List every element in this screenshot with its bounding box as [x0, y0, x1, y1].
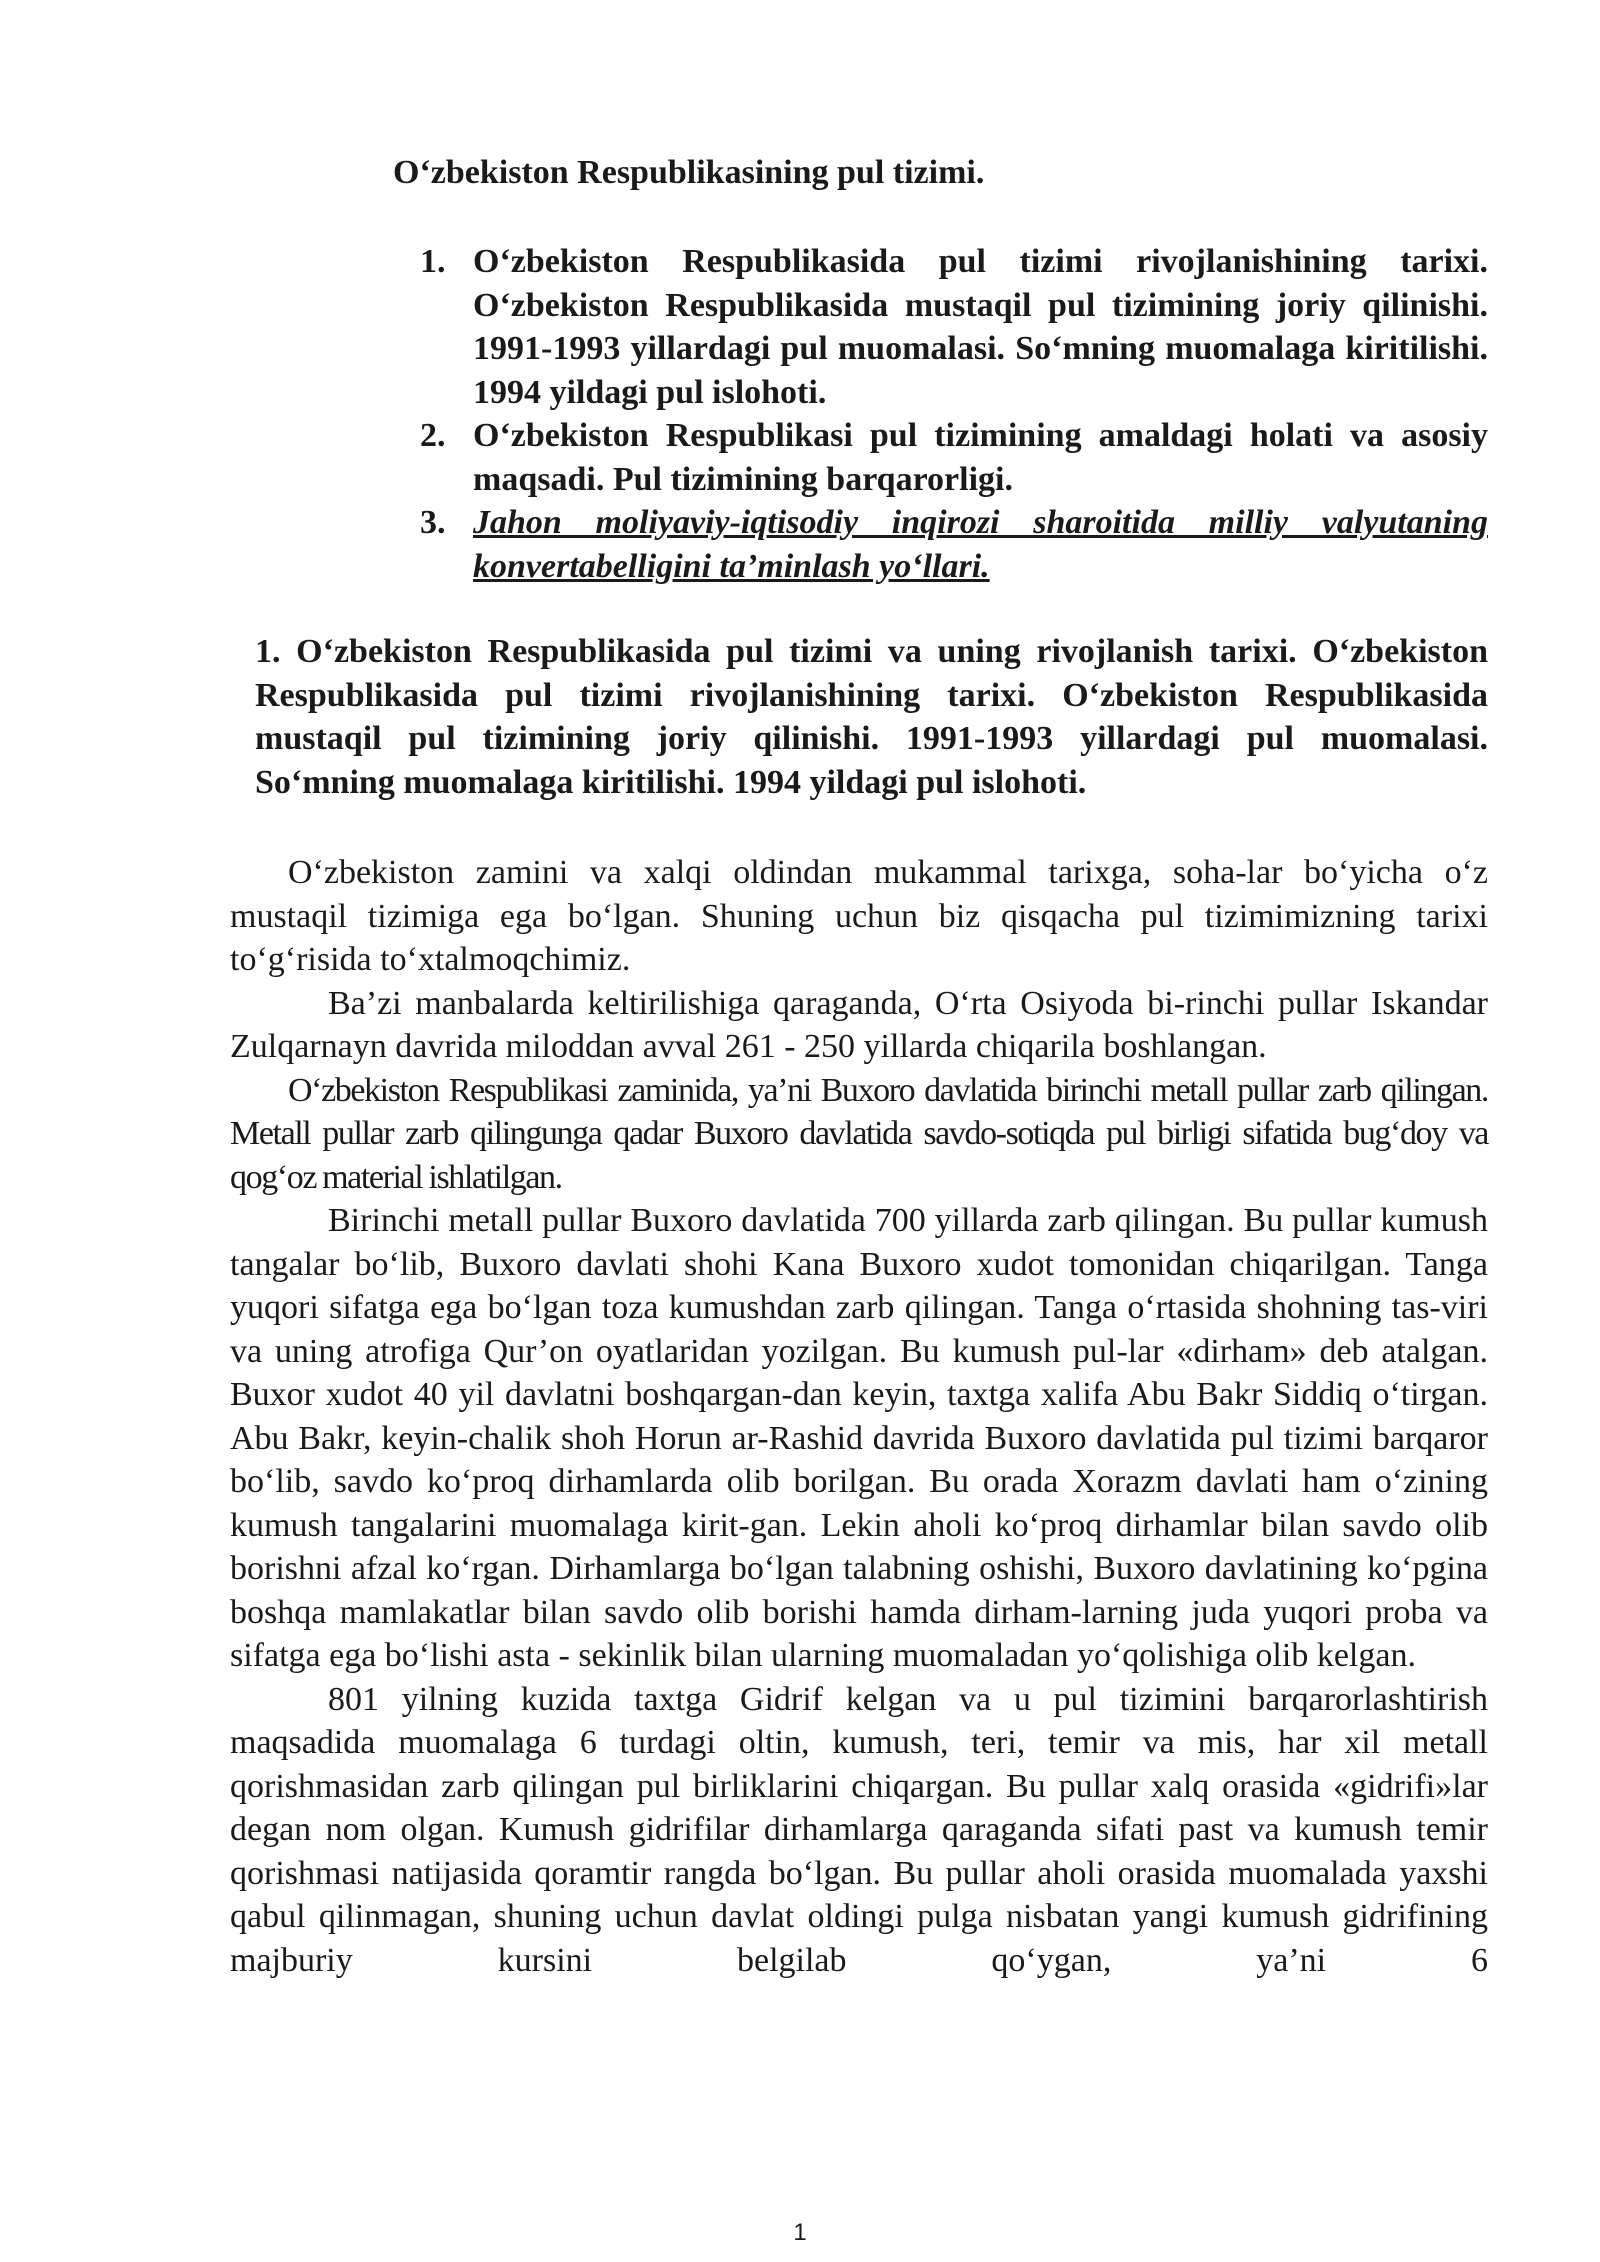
outline-item-1 — [420, 240, 1488, 414]
outline-text: O‘zbekiston Respublikasi pul tizimining amaldagi holati va asosiy maqsadi. Pul tizimining barqarorligi. — [473, 417, 1488, 498]
paragraph: 801 yilning kuzida taxtga Gidrif kelgan va u pul tizimini barqarorlashtirish maqsadida muomalaga 6 turdagi oltin, kumush, teri, temir va mis, har xil metall qorishmasidan zarb qilingan pul birliklarini chiqargan. Bu pullar xalq orasida «gidrifi»lar degan nom olgan. Kumush gidrifilar dirhamlarga qaraganda sifati past va kumush temir qorishmasi natijasida qoramtir rangda bo‘lgan. Bu pullar aholi orasida muomalada yaxshi qabul qilinmagan, shuning uchun davlat oldingi pulga nisbatan yangi kumush gidrifining majburiy kursini belgilab qo‘ygan, ya’ni 6 — [230, 1680, 1488, 1979]
outline-number: 3. — [420, 504, 446, 541]
paragraph: O‘zbekiston zamini va xalqi oldindan mukammal tarixga, soha-lar bo‘yicha o‘z mustaqil tizimiga ega bo‘lgan. Shuning uchun biz qisqacha pul tizimimizning tarixi to‘g‘risida to‘xtalmoqchimiz. — [230, 854, 1488, 978]
paragraph: Ba’zi manbalarda keltirilishiga qaraganda, O‘rta Osiyoda bi-rinchi pullar Iskandar Zulqarnayn davrida miloddan avval 261 - 250 yillarda chiqarila boshlangan. — [230, 984, 1488, 1065]
paragraph: O‘zbekiston Respublikasi zaminida, ya’ni Buxoro davlatida birinchi metall pullar zarb qilingan. Metall pullar zarb qilingunga qadar Buxoro davlatida savdo-sotiqda pul birligi sifatida bug‘doy va qog‘oz material ishlatilgan. — [230, 1071, 1488, 1196]
section-heading: 1. O‘zbekiston Respublikasida pul tizimi va uning rivojlanish tarixi. O‘zbekiston Respublikasida pul tizimi rivojlanishining tarixi. O‘zbekiston Respublikasida mustaqil pul tizimining joriy qilinishi. 1991-1993 yillardagi pul muomalasi. So‘mning muomalaga kiritilishi. 1994 yildagi pul islohoti. — [255, 633, 1488, 801]
outline-item-3 — [420, 501, 1488, 588]
paragraph: Birinchi metall pullar Buxoro davlatida 700 yillarda zarb qilingan. Bu pullar kumush tangalar bo‘lib, Buxoro davlati shohi Kana Buxoro xudot tomonidan chiqarilgan. Tanga yuqori sifatga ega bo‘lgan toza kumushdan zarb qilingan. Tanga o‘rtasida shohning tas-viri va uning atrofiga Qur’on oyatlaridan yozilgan. Bu kumush pul-lar «dirham» deb atalgan. Buxor xudot 40 yil davlatni boshqargan-dan keyin, taxtga xalifa Abu Bakr Siddiq o‘tirgan. Abu Bakr, keyin-chalik shoh Horun ar-Rashid davrida Buxoro davlatida pul tizimi barqaror bo‘lib, savdo ko‘proq dirhamlarda olib borilgan. Bu orada Xorazm davlati ham o‘zining kumush tangalarini muomalaga kirit-gan. Lekin aholi ko‘proq dirhamlar bilan savdo olib borishni afzal ko‘rgan. Dirhamlarga bo‘lgan talabning oshishi, Buxoro davlatining ko‘pgina boshqa mamlakatlar bilan savdo olib borishi hamda dirham-larning juda yuqori proba va sifatga ega bo‘lishi asta - sekinlik bilan ularning muomaladan yo‘qolishiga olib kelgan. — [230, 1202, 1488, 1674]
topic-outline — [420, 240, 1488, 588]
document-title: O‘zbekiston Respublikasining pul tizimi. — [393, 154, 985, 191]
outline-text: O‘zbekiston Respublikasida pul tizimi rivojlanishining tarixi. O‘zbekiston Respublikasida mustaqil pul tizimining joriy qilinishi. 1991-1993 yillardagi pul muomalasi. So‘mning muomalaga kiritilishi. 1994 yildagi pul islohoti. — [473, 243, 1488, 411]
body-text — [230, 851, 1488, 1982]
outline-text: Jahon moliyaviy-iqtisodiy inqirozi sharoitida milliy valyutaning konvertabelligini ta’minlash yo‘llari. — [473, 504, 1488, 585]
page-number: 1 — [793, 2219, 807, 2246]
outline-item-2 — [420, 414, 1488, 501]
outline-number: 2. — [420, 417, 446, 454]
outline-number: 1. — [420, 243, 446, 280]
